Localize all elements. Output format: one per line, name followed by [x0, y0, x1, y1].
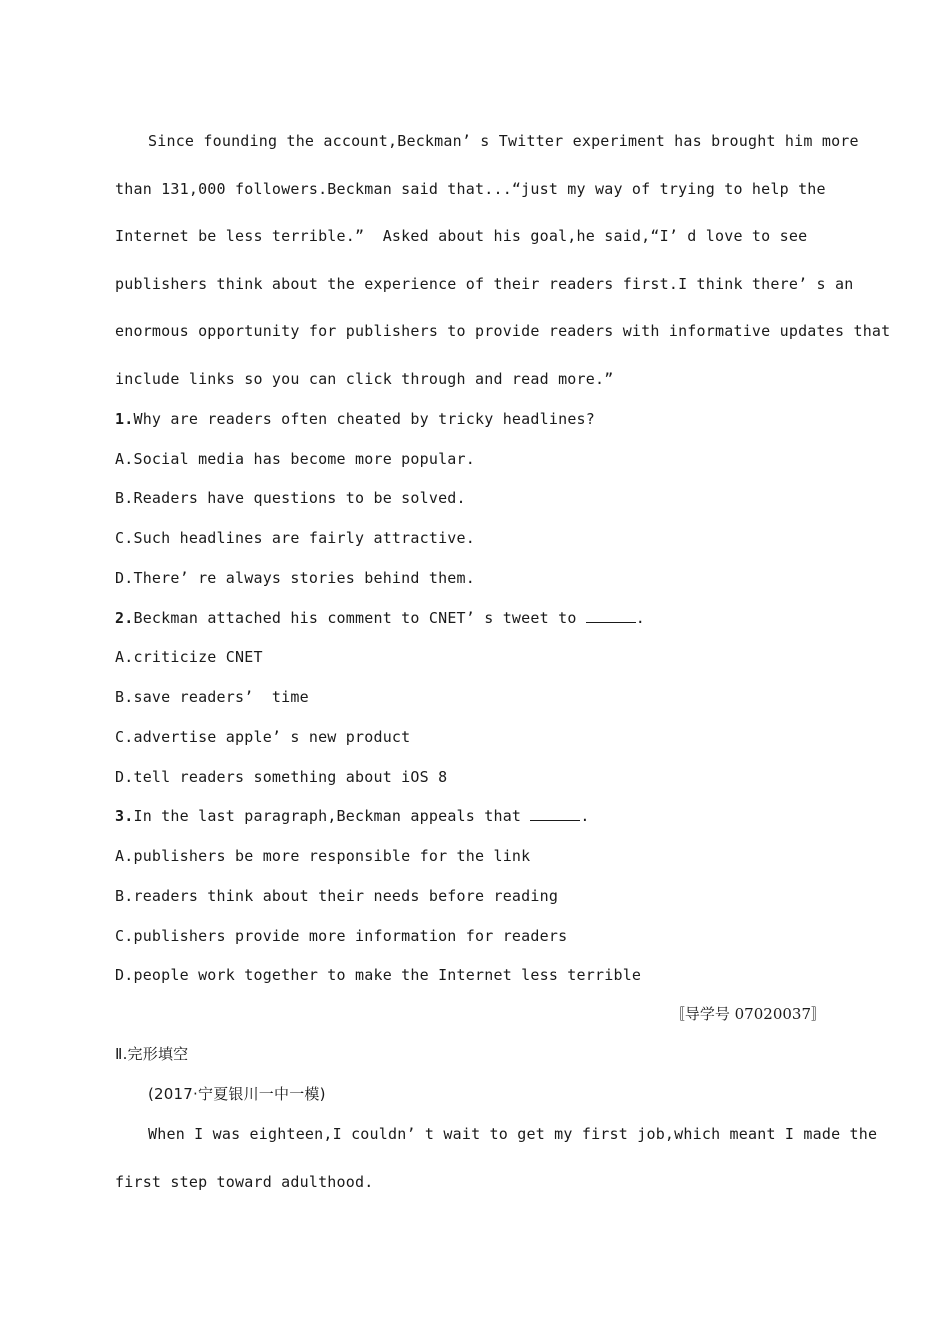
question-3-stem — [115, 806, 590, 826]
option-d: D.There’ re always stories behind them. — [115, 569, 475, 587]
passage-line: Since founding the account,Beckman’ s Twitter experiment has brought him more — [148, 132, 859, 150]
passage-line: first step toward adulthood. — [115, 1173, 374, 1191]
passage-line: than 131,000 followers.Beckman said that...“just my way of trying to help the — [115, 180, 826, 198]
question-text: In the last paragraph,Beckman appeals that — [133, 807, 531, 825]
option-d: D.people work together to make the Internet less terrible — [115, 966, 642, 984]
question-number: 3. — [115, 807, 134, 825]
option-a: A.Social media has become more popular. — [115, 450, 475, 468]
option-c: C.advertise apple’ s new product — [115, 728, 411, 746]
option-d: D.tell readers something about iOS 8 — [115, 768, 448, 786]
passage-line: include links so you can click through and read more.” — [115, 370, 614, 388]
option-b: B.save readers’ time — [115, 688, 309, 706]
passage-line: Internet be less terrible.” Asked about his goal,he said,“I’ d love to see — [115, 227, 808, 245]
option-b: B.readers think about their needs before reading — [115, 887, 559, 905]
question-text: Why are readers often cheated by tricky headlines? — [133, 410, 596, 428]
section-heading: Ⅱ.完形填空 — [115, 1045, 189, 1063]
reference-number: 〚导学号 07020037〛 — [669, 1005, 826, 1023]
section-source: (2017·宁夏银川一中一模) — [148, 1085, 326, 1103]
passage-line: enormous opportunity for publishers to provide readers with informative updates that — [115, 322, 891, 340]
answer-blank — [586, 608, 636, 623]
question-1-stem — [115, 409, 595, 429]
option-a: A.publishers be more responsible for the link — [115, 847, 531, 865]
passage-line: publishers think about the experience of their readers first.I think there’ s an — [115, 275, 854, 293]
option-c: C.publishers provide more information for readers — [115, 927, 568, 945]
option-a: A.criticize CNET — [115, 648, 263, 666]
passage-line: When I was eighteen,I couldn’ t wait to get my first job,which meant I made the — [148, 1125, 878, 1143]
question-end: . — [580, 807, 590, 825]
option-c: C.Such headlines are fairly attractive. — [115, 529, 475, 547]
question-text: Beckman attached his comment to CNET’ s tweet to — [133, 609, 586, 627]
option-b: B.Readers have questions to be solved. — [115, 489, 466, 507]
question-end: . — [635, 609, 646, 627]
answer-blank — [530, 806, 580, 821]
question-2-stem — [115, 608, 645, 628]
question-number: 2. — [115, 609, 134, 627]
question-number: 1. — [115, 410, 134, 428]
